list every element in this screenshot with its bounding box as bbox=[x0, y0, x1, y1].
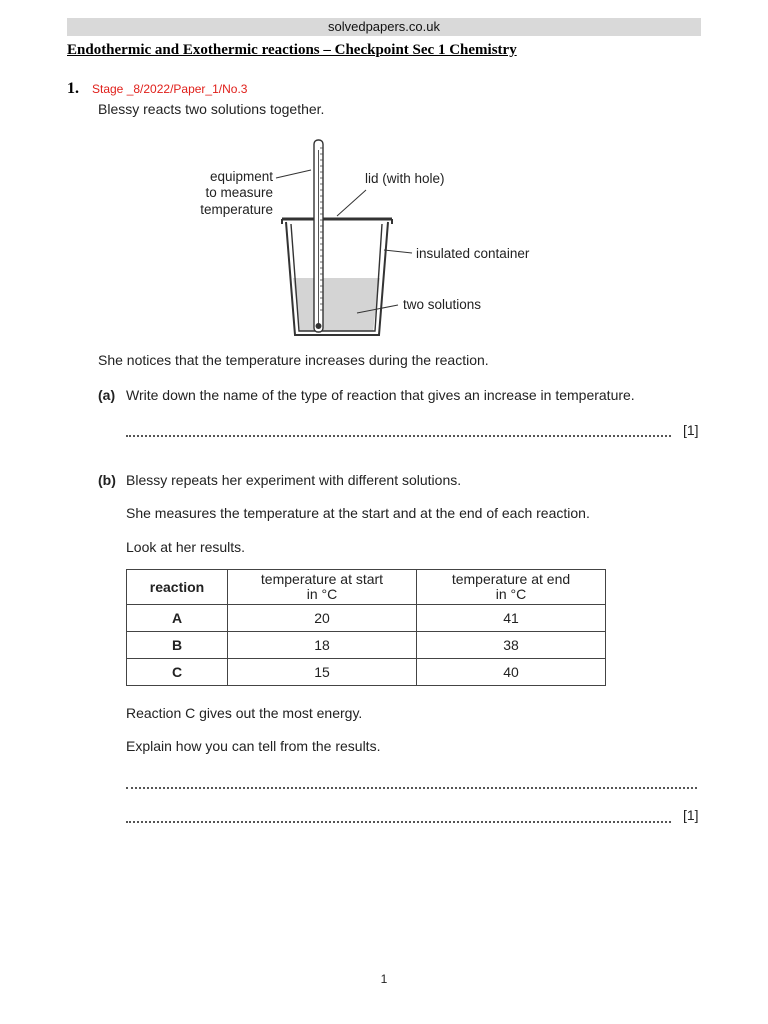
part-b-look: Look at her results. bbox=[126, 539, 246, 555]
part-b-statement: Reaction C gives out the most energy. bbox=[126, 705, 363, 721]
document-title: Endothermic and Exothermic reactions – Checkpoint Sec 1 Chemistry bbox=[67, 42, 517, 58]
header-temp-end: temperature at end in °C bbox=[417, 570, 606, 605]
question-number: 1. bbox=[67, 80, 79, 97]
label-lid: lid (with hole) bbox=[365, 171, 445, 186]
question-source: Stage _8/2022/Paper_1/No.3 bbox=[92, 82, 248, 96]
part-a-question: Write down the name of the type of reaction that gives an increase in temperature. bbox=[126, 387, 635, 403]
header-reaction: reaction bbox=[127, 570, 228, 605]
start-temp-cell: 18 bbox=[228, 632, 417, 659]
end-temp-cell: 38 bbox=[417, 632, 606, 659]
table-row bbox=[127, 632, 606, 659]
table-row bbox=[127, 659, 606, 686]
label-equipment-line2: to measure bbox=[205, 185, 273, 200]
label-container: insulated container bbox=[416, 246, 530, 261]
question-intro: Blessy reacts two solutions together. bbox=[98, 101, 325, 117]
end-temp-cell: 41 bbox=[417, 605, 606, 632]
label-equipment-line3: temperature bbox=[200, 202, 273, 217]
leader-lid bbox=[337, 190, 366, 216]
apparatus-diagram bbox=[0, 0, 768, 360]
part-b-answer-line-1[interactable] bbox=[126, 787, 697, 789]
observation-text: She notices that the temperature increases during the reaction. bbox=[98, 352, 489, 368]
header-temp-start: temperature at start in °C bbox=[228, 570, 417, 605]
label-solutions: two solutions bbox=[403, 297, 482, 312]
start-temp-cell: 15 bbox=[228, 659, 417, 686]
leader-container bbox=[384, 250, 412, 253]
reaction-cell: B bbox=[127, 632, 228, 659]
site-name: solvedpapers.co.uk bbox=[327, 19, 440, 34]
part-a-answer-line[interactable] bbox=[126, 435, 671, 437]
label-equipment-line1: equipment bbox=[209, 169, 273, 184]
part-b-marks: [1] bbox=[683, 807, 699, 823]
reaction-cell: A bbox=[127, 605, 228, 632]
end-temp-cell: 40 bbox=[417, 659, 606, 686]
part-b-answer-line-2[interactable] bbox=[126, 821, 671, 823]
start-temp-cell: 20 bbox=[228, 605, 417, 632]
part-a-label: (a) bbox=[98, 387, 116, 403]
part-b-explain: Explain how you can tell from the results. bbox=[126, 738, 381, 754]
table-header-row bbox=[127, 570, 606, 605]
solution-liquid bbox=[293, 278, 380, 331]
reaction-cell: C bbox=[127, 659, 228, 686]
page-number: 1 bbox=[380, 972, 388, 986]
part-a-marks: [1] bbox=[683, 422, 699, 438]
part-b-intro: Blessy repeats her experiment with different solutions. bbox=[126, 472, 462, 488]
results-table bbox=[126, 569, 606, 686]
part-b-label: (b) bbox=[98, 472, 116, 488]
table-row bbox=[127, 605, 606, 632]
part-b-measure: She measures the temperature at the start and at the end of each reaction. bbox=[126, 505, 590, 521]
leader-equipment bbox=[276, 170, 311, 178]
